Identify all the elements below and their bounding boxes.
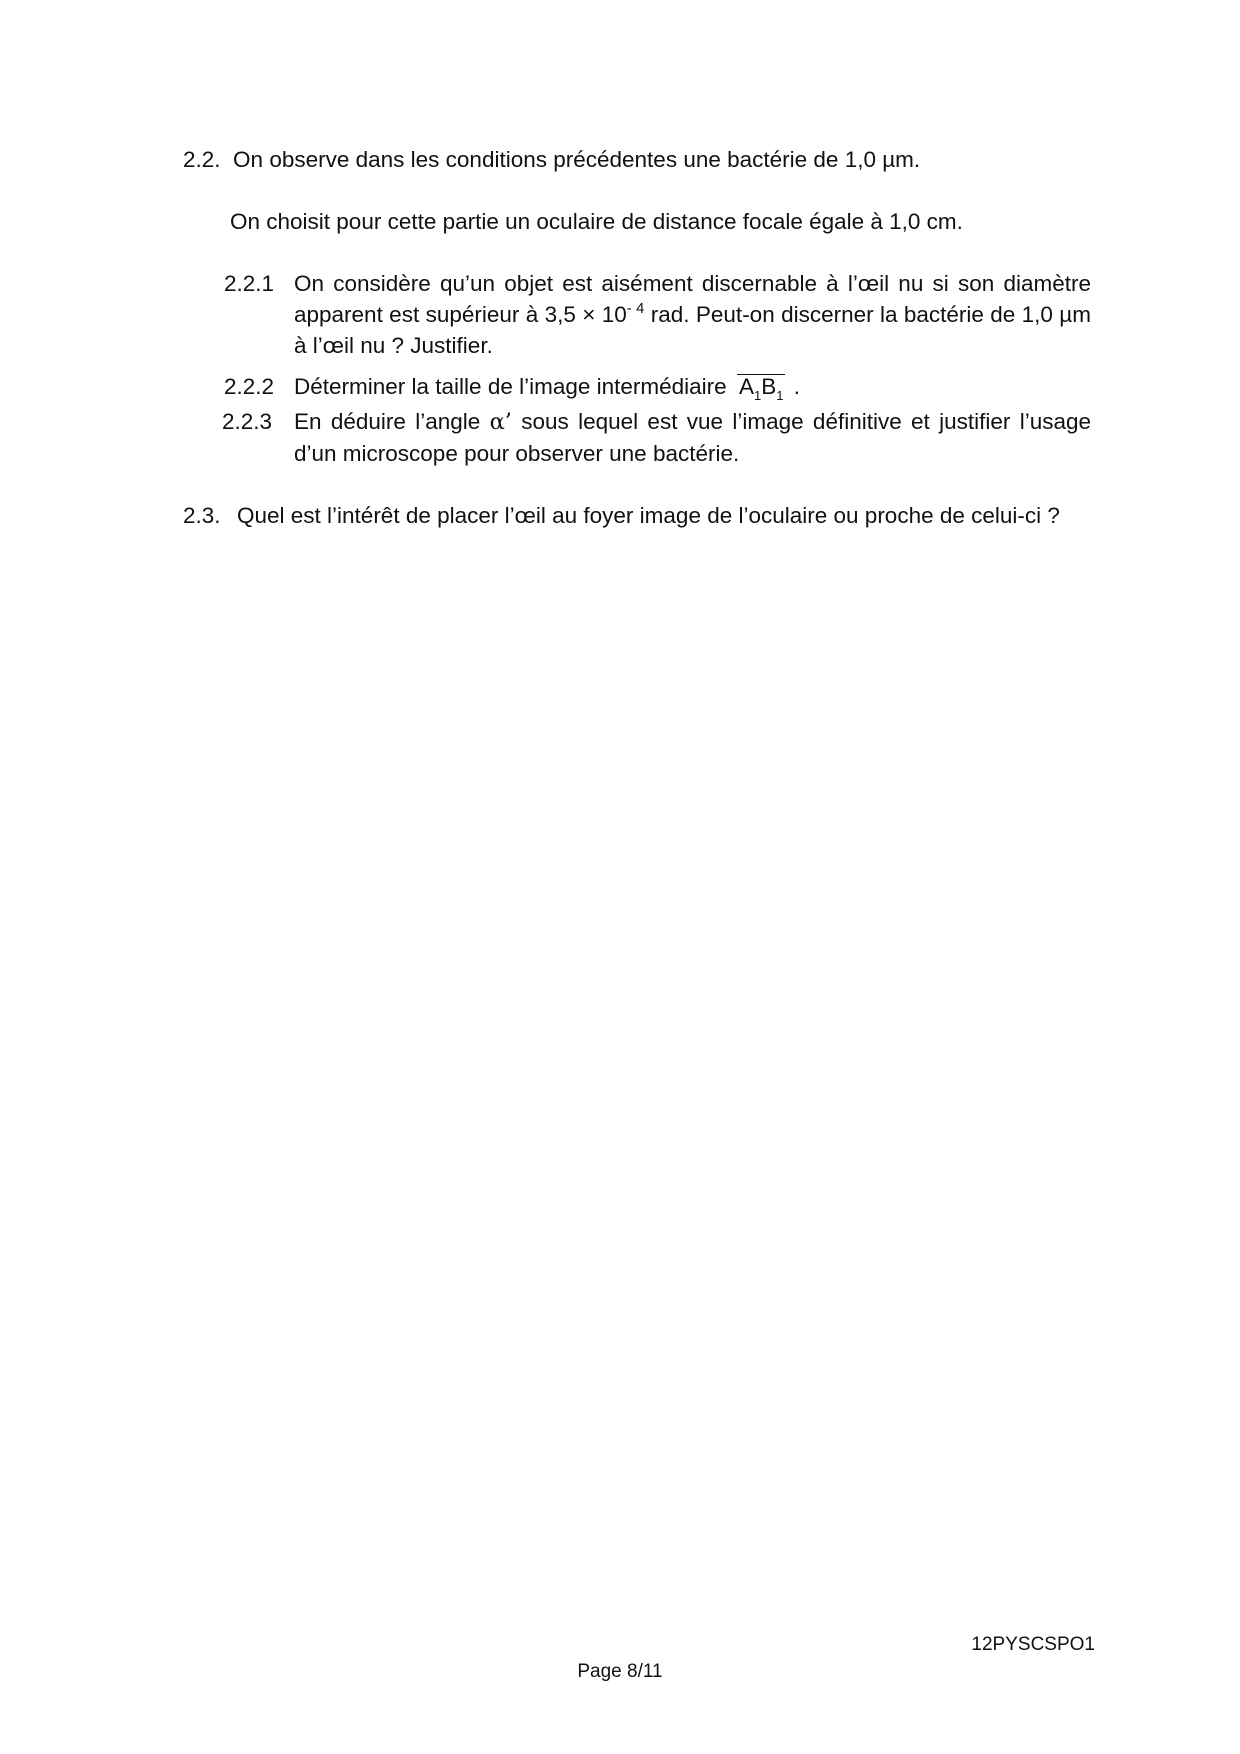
- vector-b: B: [761, 374, 777, 399]
- section-2-2-intro: On choisit pour cette partie un oculaire de distance focale égale à 1,0 cm.: [230, 209, 963, 234]
- page-number: Page 8/11: [577, 1661, 663, 1682]
- question-2-2-2-end: .: [787, 374, 800, 399]
- question-2-2-1-exponent: - 4: [626, 300, 645, 317]
- question-2-2-1-text: [294, 268, 1091, 361]
- vector-b-subscript: 1: [776, 388, 784, 403]
- question-2-2-1-number: 2.2.1: [224, 271, 275, 296]
- alpha-symbol: α’: [489, 409, 512, 435]
- question-2-2-3-text-before: En déduire l’angle: [294, 409, 490, 434]
- section-2-2-heading: [183, 143, 920, 177]
- question-2-2-1-text-before: On considère qu’un objet est aisément discernable à l’œil nu si son diamètre apparent est supérieur à 3,5 × 10: [294, 271, 1091, 327]
- question-2-2-3-number: 2.2.3: [222, 409, 273, 434]
- document-code: 12PYSCSPO1: [971, 1634, 1095, 1655]
- section-2-2-text: On observe dans les conditions précédentes une bactérie de 1,0 µm.: [233, 147, 921, 172]
- question-2-2-2-text: [294, 371, 800, 402]
- vector-a: A: [738, 374, 754, 399]
- question-2-2-3-text: [294, 406, 1091, 469]
- vector-a1b1: [737, 374, 786, 403]
- question-2-2-2-number: 2.2.2: [224, 374, 275, 399]
- vector-a-subscript: 1: [753, 388, 762, 403]
- question-2-2-2-label: Déterminer la taille de l’image intermédiaire: [294, 374, 727, 399]
- question-2-2-3-text-after: sous lequel est vue l’image définitive et justifier l’usage d’un microscope pour observer une bactérie.: [294, 409, 1091, 466]
- question-2-2-1-text-after: rad. Peut-on discerner la bactérie de 1,0 µm à l’œil nu ? Justifier.: [294, 302, 1091, 358]
- section-2-3-number: 2.3.: [183, 503, 221, 528]
- section-2-3-text: [183, 500, 1091, 531]
- section-2-2-number: 2.2.: [183, 147, 221, 172]
- section-2-3-body: Quel est l’intérêt de placer l’œil au foyer image de l’oculaire ou proche de celui-ci ?: [237, 503, 1060, 528]
